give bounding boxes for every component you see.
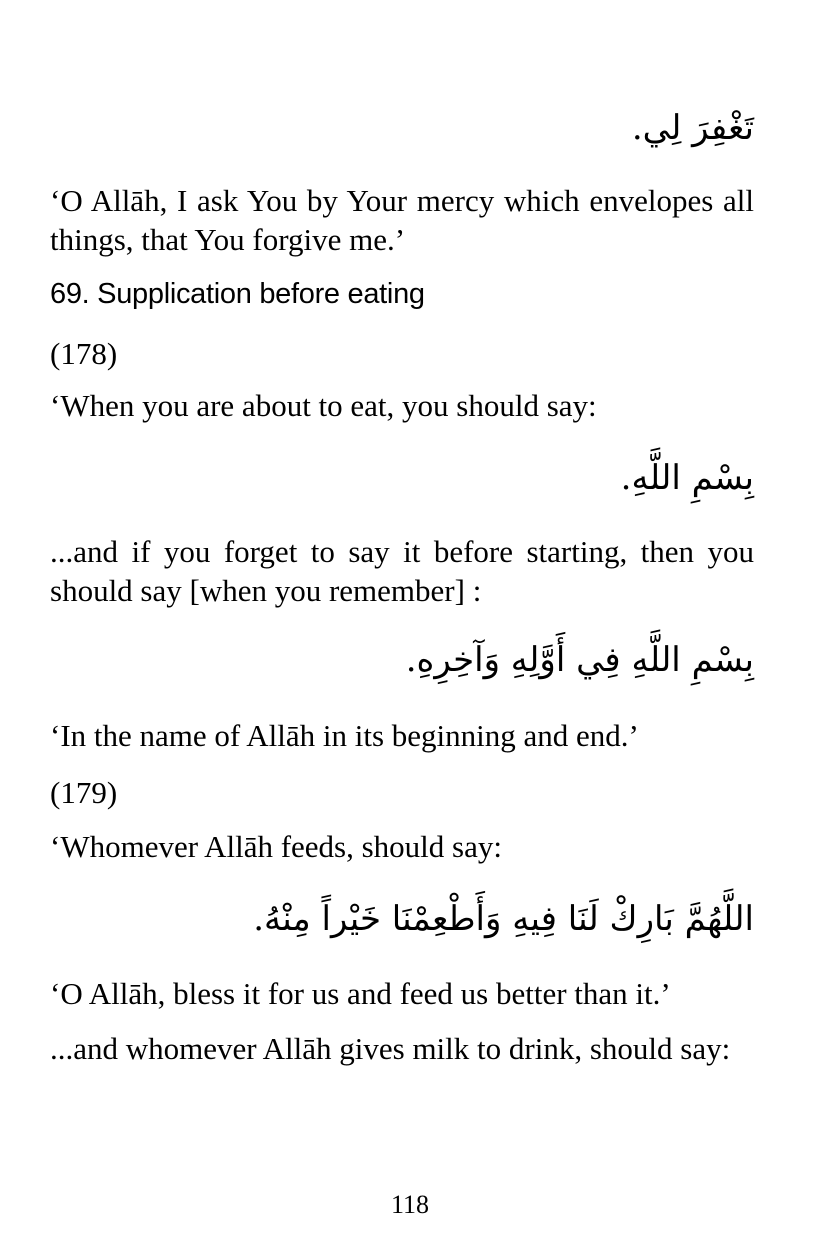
arabic-text-forgive: تَغْفِرَ لِي. <box>631 108 754 148</box>
arabic-text-bismillah-full: بِسْمِ اللَّهِ فِي أَوَّلِهِ وَآخِرِهِ. <box>405 640 754 680</box>
translation-mercy: ‘O Allāh, I ask You by Your mercy which envelopes all things, that You forgive me.’ <box>50 183 754 257</box>
arabic-text-bless: اللَّهُمَّ بَارِكْ لَنَا فِيهِ وَأَطْعِمْنَا خَيْراً مِنْهُ. <box>253 899 754 939</box>
instruction-milk: ...and whomever Allāh gives milk to drink, should say: <box>50 1031 731 1066</box>
translation-beginning-end: ‘In the name of Allāh in its beginning and end.’ <box>50 718 639 753</box>
translation-bless: ‘O Allāh, bless it for us and feed us better than it.’ <box>50 976 671 1011</box>
reference-178: (178) <box>50 336 118 371</box>
page-content <box>50 0 754 1256</box>
instruction-if-forget: ...and if you forget to say it before starting, then you should say [when you remember] : <box>50 534 754 608</box>
reference-179: (179) <box>50 775 118 810</box>
instruction-before-eating: ‘When you are about to eat, you should say: <box>50 388 597 423</box>
arabic-text-bismillah: بِسْمِ اللَّهِ. <box>620 458 754 498</box>
instruction-whomever-feeds: ‘Whomever Allāh feeds, should say: <box>50 829 502 864</box>
section-heading-69: 69. Supplication before eating <box>50 278 425 310</box>
page-number: 118 <box>390 1190 430 1219</box>
